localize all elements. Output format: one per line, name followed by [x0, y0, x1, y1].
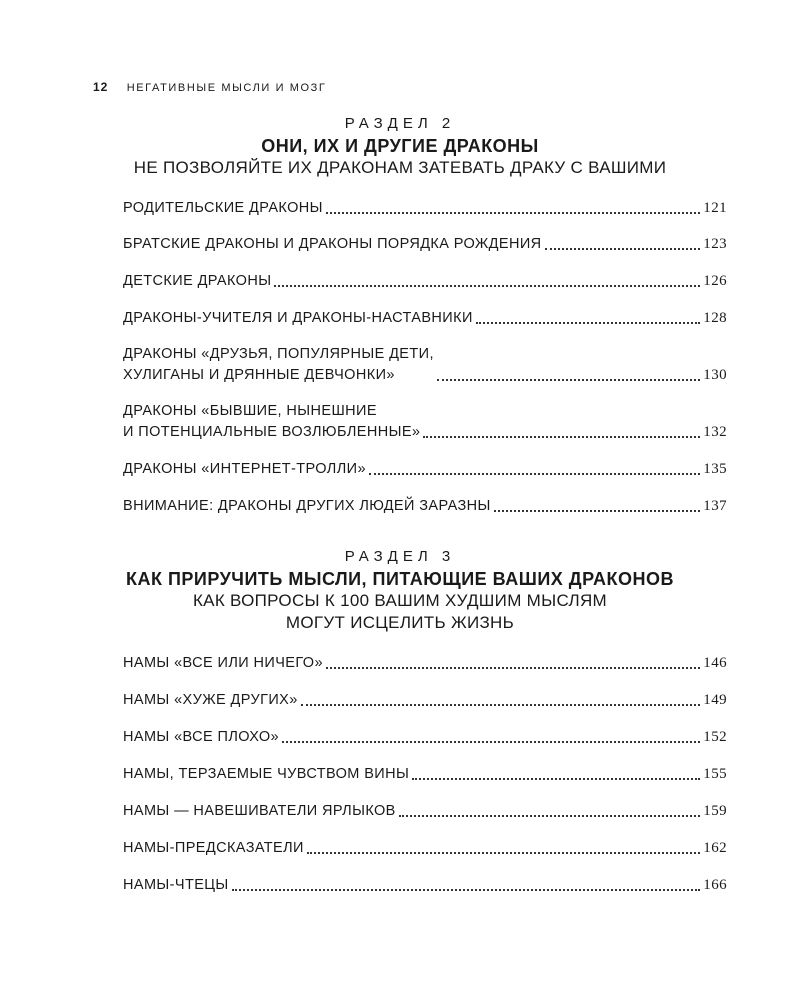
toc-entry-title-line: ДРАКОНЫ «БЫВШИЕ, НЫНЕШНИЕ [123, 403, 377, 419]
running-head [93, 80, 326, 94]
page-number: 12 [93, 80, 109, 94]
dot-leader [494, 498, 701, 512]
toc-entry[interactable] [123, 764, 727, 785]
section-title: ОНИ, ИХ И ДРУГИЕ ДРАКОНЫ [261, 136, 539, 156]
toc-entry-title: ДЕТСКИЕ ДРАКОНЫ [123, 273, 272, 289]
toc-entry[interactable] [123, 690, 727, 711]
dot-leader [326, 655, 700, 669]
toc-entry-title: ДРАКОНЫ-УЧИТЕЛЯ И ДРАКОНЫ-НАСТАВНИКИ [123, 310, 473, 326]
toc-entry-page: 135 [703, 461, 727, 477]
toc-entry[interactable] [123, 344, 727, 386]
section-3-heading [0, 548, 800, 634]
toc-entry-page: 162 [703, 840, 727, 856]
toc-entry-title: БРАТСКИЕ ДРАКОНЫ И ДРАКОНЫ ПОРЯДКА РОЖДЕНИЯ [123, 236, 542, 252]
toc-entry[interactable] [123, 271, 727, 292]
dot-leader [301, 692, 701, 706]
toc-entry-title: НАМЫ «ВСЕ ПЛОХО» [123, 729, 280, 745]
toc-entry-page: 159 [703, 803, 727, 819]
toc-entry-title: ВНИМАНИЕ: ДРАКОНЫ ДРУГИХ ЛЮДЕЙ ЗАРАЗНЫ [123, 498, 491, 514]
toc-entry-page: 152 [703, 729, 727, 745]
toc-entry-title [123, 401, 420, 443]
toc-entry[interactable] [123, 496, 727, 517]
toc-entry-title [123, 344, 434, 386]
dot-leader [412, 766, 700, 780]
section-subtitle: НЕ ПОЗВОЛЯЙТЕ ИХ ДРАКОНАМ ЗАТЕВАТЬ ДРАКУ С ВАШИМИ [133, 158, 667, 177]
toc-entry-title: НАМЫ-ЧТЕЦЫ [123, 877, 229, 893]
toc-entry-page: 137 [703, 498, 727, 514]
section-label: РАЗДЕЛ 3 [344, 548, 456, 565]
toc-entry[interactable] [123, 459, 727, 480]
dot-leader [437, 367, 700, 381]
toc-entry-title-line: ДРАКОНЫ «ДРУЗЬЯ, ПОПУЛЯРНЫЕ ДЕТИ, [123, 346, 434, 362]
toc-entry-title: РОДИТЕЛЬСКИЕ ДРАКОНЫ [123, 200, 323, 216]
dot-leader [423, 424, 700, 438]
dot-leader [476, 310, 701, 324]
toc-entry-page: 130 [703, 367, 727, 383]
section-label: РАЗДЕЛ 2 [344, 115, 456, 132]
toc-entry-title: ДРАКОНЫ «ИНТЕРНЕТ-ТРОЛЛИ» [123, 461, 366, 477]
section-subtitle: МОГУТ ИСЦЕЛИТЬ ЖИЗНЬ [285, 613, 515, 632]
toc-entry-title: НАМЫ «ХУЖЕ ДРУГИХ» [123, 692, 298, 708]
toc-entry-title: НАМЫ «ВСЕ ИЛИ НИЧЕГО» [123, 655, 323, 671]
toc-entry-page: 149 [703, 692, 727, 708]
toc-entry[interactable] [123, 875, 727, 896]
toc-entry[interactable] [123, 234, 727, 255]
section-subtitle: КАК ВОПРОСЫ К 100 ВАШИМ ХУДШИМ МЫСЛЯМ [192, 591, 608, 610]
section-2-heading [0, 115, 800, 179]
dot-leader [232, 877, 701, 891]
section-title: КАК ПРИРУЧИТЬ МЫСЛИ, ПИТАЮЩИЕ ВАШИХ ДРАКОНОВ [125, 569, 675, 589]
toc-entry[interactable] [123, 801, 727, 822]
toc-entry-page: 146 [703, 655, 727, 671]
toc-entry-page: 121 [703, 200, 727, 216]
dot-leader [369, 461, 700, 475]
running-head-title: НЕГАТИВНЫЕ МЫСЛИ И МОЗГ [126, 82, 327, 94]
toc-entry-title-line: И ПОТЕНЦИАЛЬНЫЕ ВОЗЛЮБЛЕННЫЕ» [123, 424, 421, 440]
toc-entry[interactable] [123, 727, 727, 748]
toc-entry-page: 128 [703, 310, 727, 326]
dot-leader [326, 200, 700, 214]
toc-entry-title: НАМЫ, ТЕРЗАЕМЫЕ ЧУВСТВОМ ВИНЫ [123, 766, 410, 782]
toc-entry-page: 166 [703, 877, 727, 893]
toc-entry[interactable] [123, 653, 727, 674]
toc-entry-page: 155 [703, 766, 727, 782]
toc-entry-title: НАМЫ — НАВЕШИВАТЕЛИ ЯРЛЫКОВ [123, 803, 396, 819]
toc-entry[interactable] [123, 401, 727, 443]
dot-leader [399, 803, 701, 817]
toc-entry-title: НАМЫ-ПРЕДСКАЗАТЕЛИ [123, 840, 304, 856]
dot-leader [545, 236, 701, 250]
toc-entry[interactable] [123, 308, 727, 329]
toc-entry[interactable] [123, 198, 727, 219]
dot-leader [307, 840, 700, 854]
dot-leader [282, 729, 700, 743]
toc-entry-page: 126 [703, 273, 727, 289]
toc-entry-title-line: ХУЛИГАНЫ И ДРЯННЫЕ ДЕВЧОНКИ» [123, 367, 395, 383]
toc-entry-page: 123 [703, 236, 727, 252]
dot-leader [274, 273, 700, 287]
toc-entry-page: 132 [703, 424, 727, 440]
toc-entry[interactable] [123, 838, 727, 859]
